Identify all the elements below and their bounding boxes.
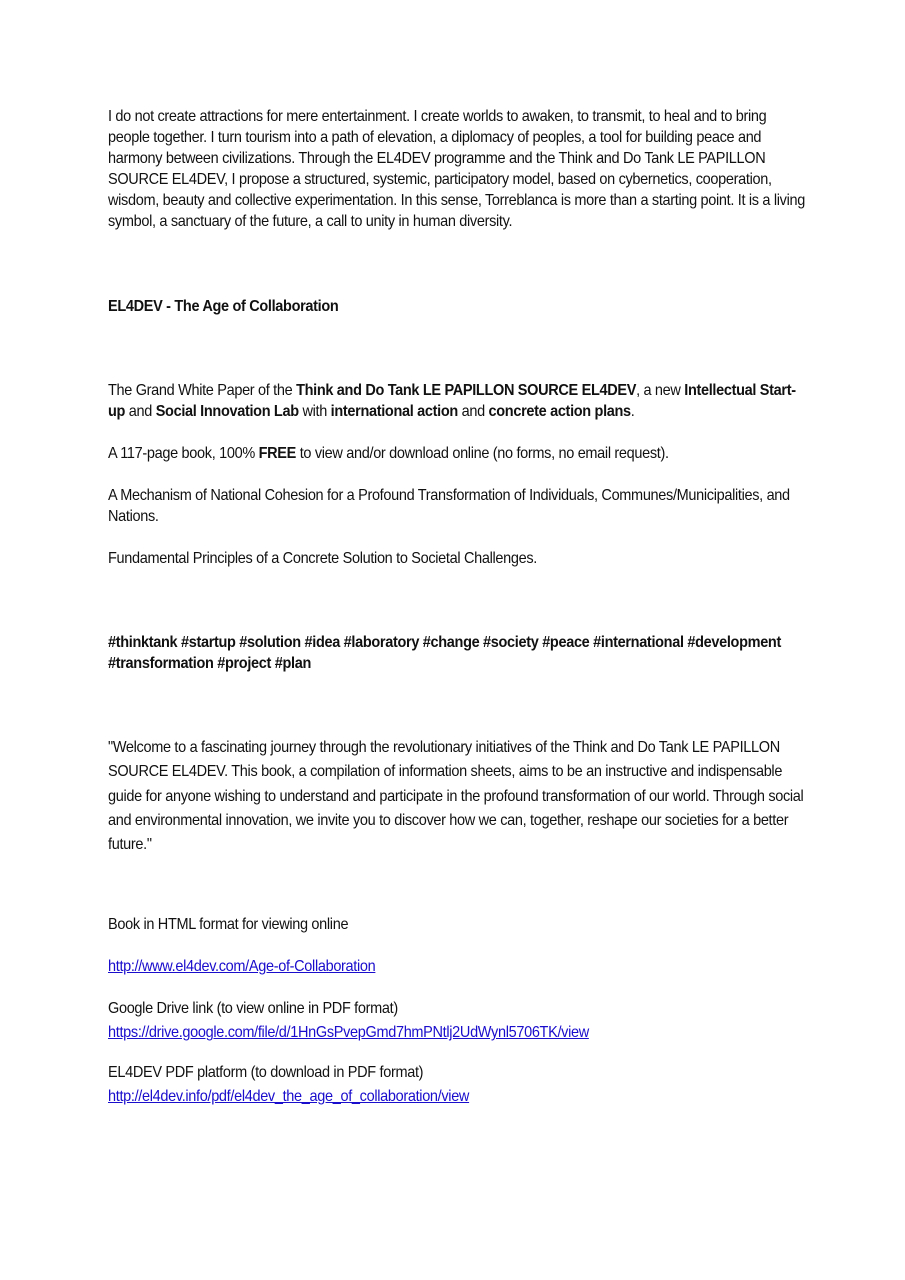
mechanism-paragraph: A Mechanism of National Cohesion for a Profound Transformation of Individuals, Communes/Municipalities, and Nations.: [108, 487, 790, 525]
html-book-label: Book in HTML format for viewing online: [108, 916, 349, 934]
pdf-platform-label: EL4DEV PDF platform (to download in PDF format): [108, 1064, 424, 1082]
white-paper-bold-think-tank: Think and Do Tank LE PAPILLON SOURCE EL4DEV: [296, 382, 637, 399]
white-paper-bold-startup: Intellectual Start-up: [108, 382, 796, 420]
book-info-text: to view and/or download online (no forms, no email request).: [296, 445, 669, 462]
quote-paragraph: "Welcome to a fascinating journey through the revolutionary initiatives of the Think and Do Tank LE PAPILLON SOURCE EL4DEV. This book, a compilation of information sheets, aims to be an instructive and indispensable guide for anyone wishing to understand and participate in the profound transformation of our world. Through social and environmental innovation, we invite you to discover how we can, together, reshape our societies for a better future.": [108, 739, 804, 854]
book-info-text: A 117-page book, 100%: [108, 445, 259, 462]
white-paper-bold-international: international action: [330, 403, 458, 420]
gdrive-label: Google Drive link (to view online in PDF format): [108, 1000, 398, 1018]
white-paper-text: The Grand White Paper of the: [108, 382, 297, 399]
white-paper-bold-plans: concrete action plans: [488, 403, 631, 420]
pdf-platform-link[interactable]: http://el4dev.info/pdf/el4dev_the_age_of_collaboration/view: [108, 1088, 470, 1106]
white-paper-text: , a new: [636, 382, 685, 399]
book-info-free: FREE: [258, 445, 297, 462]
hashtags-text: #thinktank #startup #solution #idea #laboratory #change #society #peace #international #development #transformation #project #plan: [108, 634, 781, 672]
intro-paragraph: I do not create attractions for mere entertainment. I create worlds to awaken, to transmit, to heal and to bring people together. I turn tourism into a path of elevation, a diplomacy of peoples, a tool for building peace and harmony between civilizations. Through the EL4DEV programme and the Think and Do Tank LE PAPILLON SOURCE EL4DEV, I propose a structured, systemic, participatory model, based on cybernetics, cooperation, wisdom, beauty and collective experimentation. In this sense, Torreblanca is more than a starting point. It is a living symbol, a sanctuary of the future, a call to unity in human diversity.: [108, 108, 805, 230]
gdrive-link-line: [108, 1021, 807, 1045]
html-book-link[interactable]: http://www.el4dev.com/Age-of-Collaboration: [108, 958, 376, 976]
html-book-link-line: [108, 955, 807, 979]
principles-paragraph: Fundamental Principles of a Concrete Solution to Societal Challenges.: [108, 550, 537, 567]
white-paper-paragraph: [108, 380, 807, 422]
white-paper-text: and: [125, 403, 156, 420]
white-paper-text: and: [457, 403, 489, 420]
section-heading: [108, 296, 807, 317]
white-paper-bold-lab: Social Innovation Lab: [155, 403, 299, 420]
book-info-paragraph: [108, 443, 807, 464]
gdrive-link[interactable]: https://drive.google.com/file/d/1HnGsPvepGmd7hmPNtlj2UdWynl5706TK/view: [108, 1024, 589, 1042]
hashtags-paragraph: [108, 632, 807, 674]
heading-text: EL4DEV - The Age of Collaboration: [108, 298, 339, 315]
document-page: [108, 106, 807, 1109]
white-paper-text: with: [298, 403, 331, 420]
pdf-link-line: [108, 1085, 807, 1109]
white-paper-text: .: [630, 403, 635, 420]
